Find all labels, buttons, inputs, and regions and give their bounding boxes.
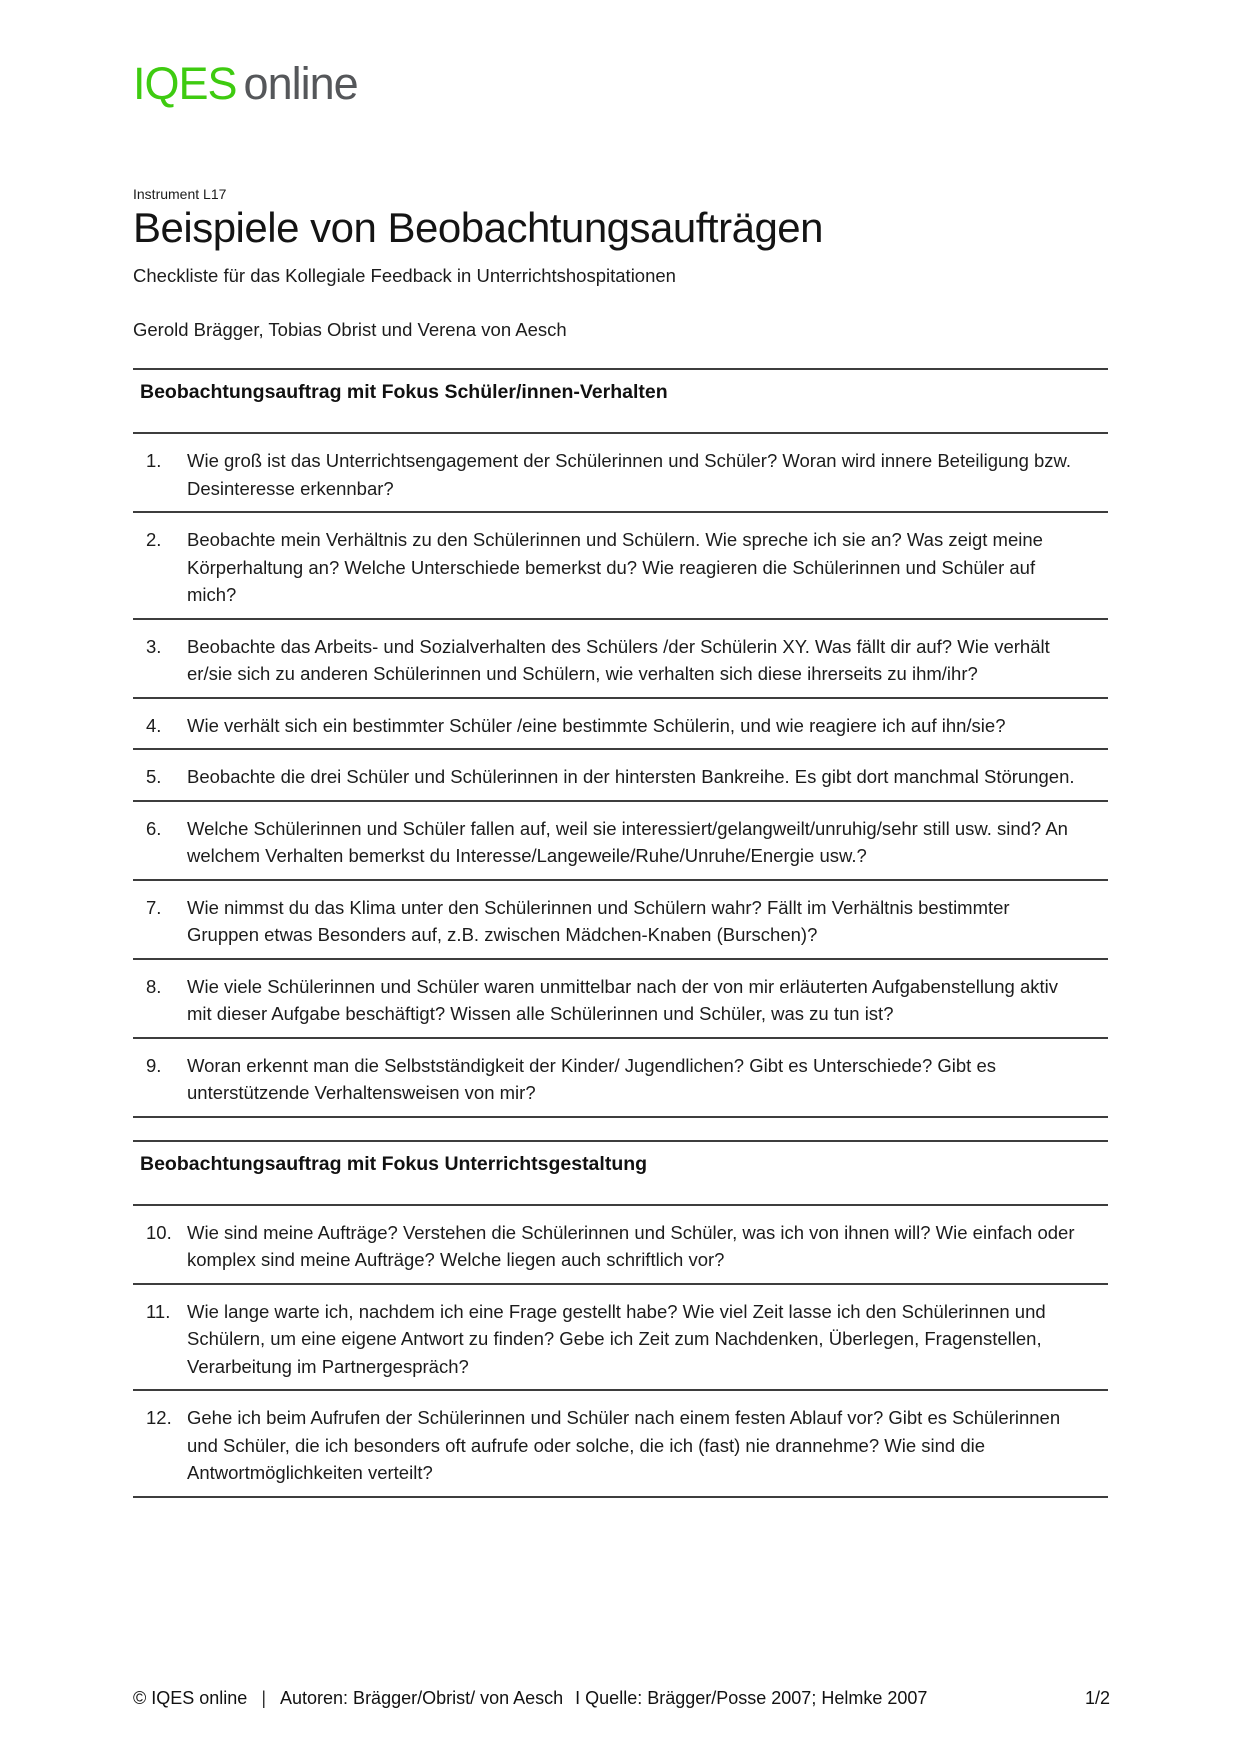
list-item [133, 1391, 1108, 1498]
item-number: 5. [146, 766, 162, 787]
item-text: Beobachte mein Verhältnis zu den Schülerinnen und Schülern. Wie spreche ich sie an? Was zeigt meine Körperhaltung an? Welche Unterschiede bemerkst du? Wie reagieren die Schülerinnen und Schüler auf mich? [187, 529, 1043, 605]
page-subtitle: Checkliste für das Kollegiale Feedback in Unterrichtshospitationen [133, 265, 676, 286]
list-item [133, 1285, 1108, 1392]
page-number: 1/2 [1084, 1688, 1110, 1708]
section-schueler-verhalten [133, 368, 1108, 1118]
item-text: Wie sind meine Aufträge? Verstehen die Schülerinnen und Schüler, was ich von ihnen will? Wie einfach oder komplex sind meine Aufträge? Welche liegen auch schriftlich vor? [187, 1221, 1075, 1270]
list-item [133, 620, 1108, 699]
logo-iqes-text: IQES [133, 58, 237, 109]
list-item [133, 1206, 1108, 1285]
item-text: Wie nimmst du das Klima unter den Schülerinnen und Schülern wahr? Fällt im Verhältnis bestimmter Gruppen etwas Besonders auf, z.B. zwischen Mädchen-Knaben (Burschen)? [187, 896, 1010, 945]
footer-source: I Quelle: Brägger/Posse 2007; Helmke 2007 [575, 1688, 928, 1708]
iqes-online-logo [133, 58, 1108, 110]
item-text: Wie viele Schülerinnen und Schüler waren unmittelbar nach der von mir erläuterten Aufgabenstellung aktiv mit dieser Aufgabe beschäftigt? Wissen alle Schülerinnen und Schüler, was zu tun ist? [187, 975, 1059, 1024]
footer-separator: | [261, 1688, 267, 1708]
list-item [133, 1039, 1108, 1118]
section-heading: Beobachtungsauftrag mit Fokus Unterrichtsgestaltung [140, 1152, 648, 1175]
item-text: Woran erkennt man die Selbstständigkeit der Kinder/ Jugendlichen? Gibt es Unterschiede? Gibt es unterstützende Verhaltensweisen von mir? [187, 1054, 996, 1103]
list-item [133, 434, 1108, 513]
item-number: 7. [146, 896, 162, 918]
item-number: 6. [146, 817, 162, 839]
item-number: 4. [146, 714, 162, 736]
list-item [133, 513, 1108, 620]
section-heading-block [133, 368, 1108, 434]
item-text: Wie lange warte ich, nachdem ich eine Frage gestellt habe? Wie viel Zeit lasse ich den Schülerinnen und Schülern, um eine eigene Antwort zu finden? Gebe ich Zeit zum Nachdenken, Überlegen, Fragenstellen, Verarbeitung im Partnergespräch? [187, 1300, 1046, 1377]
authors-line: Gerold Brägger, Tobias Obrist und Verena von Aesch [133, 319, 567, 340]
item-text: Beobachte die drei Schüler und Schülerinnen in der hintersten Bankreihe. Es gibt dort manchmal Störungen. [187, 766, 1075, 787]
list-item [133, 750, 1108, 802]
item-number: 10. [146, 1221, 172, 1243]
footer-copyright: © IQES online [133, 1688, 248, 1708]
item-number: 9. [146, 1054, 162, 1076]
instrument-label: Instrument L17 [133, 186, 227, 202]
item-text: Wie verhält sich ein bestimmter Schüler /eine bestimmte Schülerin, und wie reagiere ich auf ihn/sie? [187, 714, 1006, 736]
list-item [133, 881, 1108, 960]
footer-authors: Autoren: Brägger/Obrist/ von Aesch [280, 1688, 564, 1708]
item-number: 1. [146, 450, 162, 471]
item-text: Wie groß ist das Unterrichtsengagement der Schülerinnen und Schüler? Woran wird innere Beteiligung bzw. Desinteresse erkennbar? [187, 450, 1072, 499]
item-number: 3. [146, 635, 162, 657]
item-number: 2. [146, 529, 162, 550]
section-unterrichtsgestaltung [133, 1140, 1108, 1498]
item-text: Welche Schülerinnen und Schüler fallen auf, weil sie interessiert/gelangweilt/unruhig/sehr still usw. sind? An welchem Verhalten bemerkst du Interesse/Langeweile/Ruhe/Unruhe/Energie usw.? [187, 817, 1068, 866]
list-item [133, 802, 1108, 881]
item-text: Gehe ich beim Aufrufen der Schülerinnen und Schüler nach einem festen Ablauf vor? Gibt es Schülerinnen und Schüler, die ich besonders oft aufrufe oder solche, die ich (fast) nie drannehme? Wie sind die Antwortmöglichkeiten verteilt? [187, 1407, 1061, 1483]
item-number: 12. [146, 1407, 172, 1428]
list-item [133, 699, 1108, 751]
item-text: Beobachte das Arbeits- und Sozialverhalten des Schülers /der Schülerin XY. Was fällt dir auf? Wie verhält er/sie sich zu anderen Schülerinnen und Schülern, wie verhalten sich diese ihrerseits zu ihm/ihr? [187, 635, 1050, 684]
section-heading-block [133, 1140, 1108, 1206]
page-title: Beispiele von Beobachtungsaufträgen [133, 204, 824, 251]
list-item [133, 960, 1108, 1039]
page-footer [133, 1688, 1110, 1709]
logo-online-text: online [243, 58, 358, 109]
item-number: 8. [146, 975, 162, 997]
section-heading: Beobachtungsauftrag mit Fokus Schüler/innen-Verhalten [140, 381, 668, 403]
item-number: 11. [146, 1300, 171, 1322]
